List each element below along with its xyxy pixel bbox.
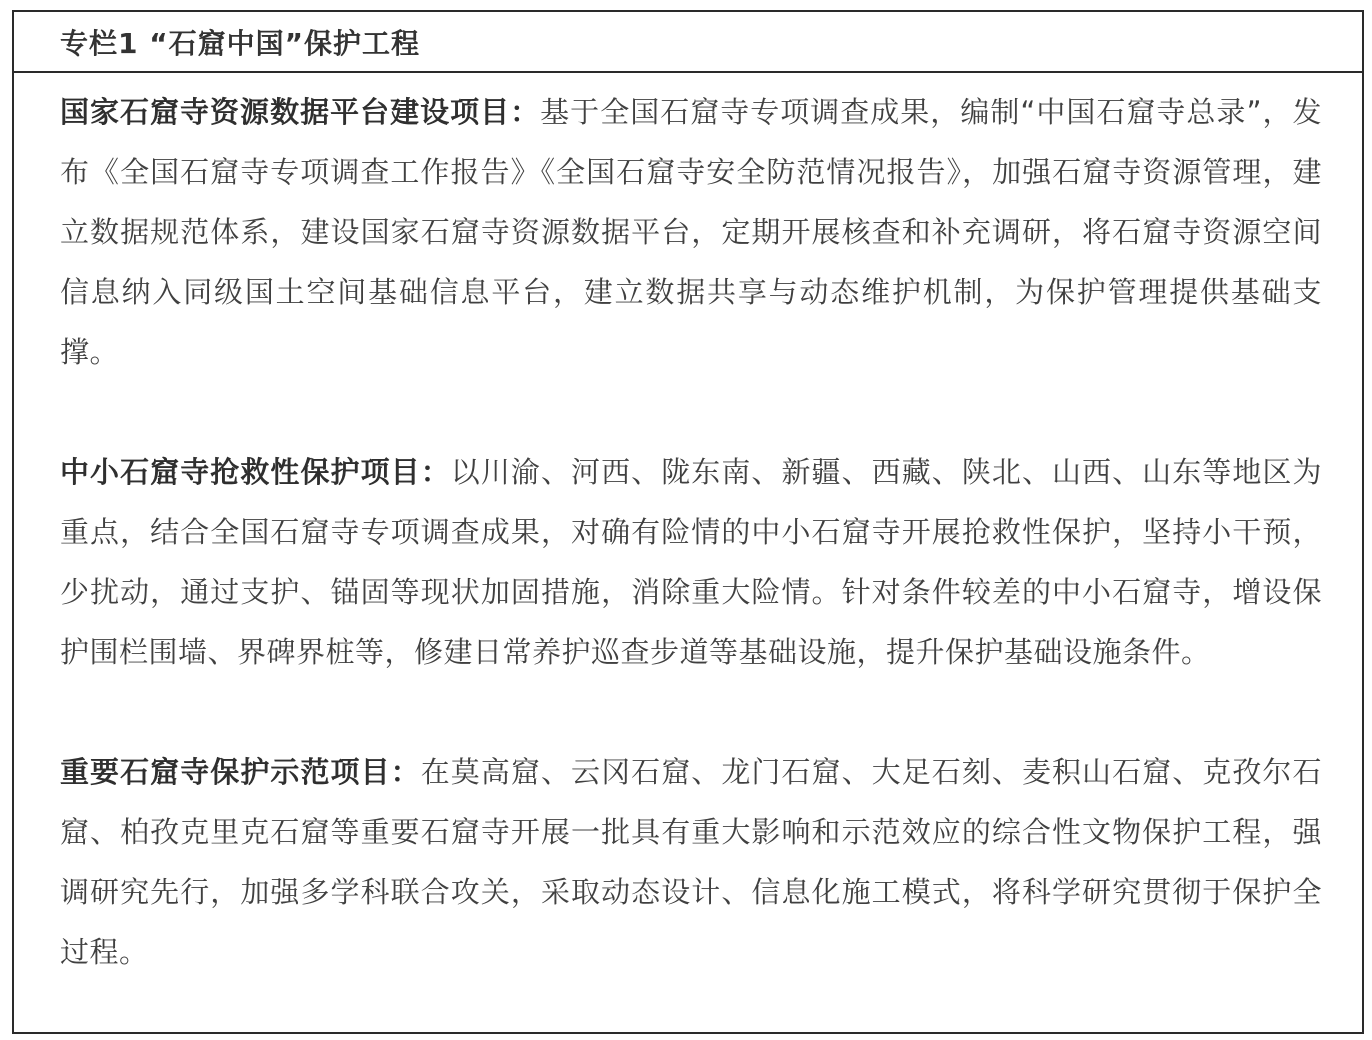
paragraph-data-platform [60, 82, 1322, 382]
column-header [14, 12, 1362, 73]
paragraph-heading: 国家石窟寺资源数据平台建设项目： [60, 95, 541, 129]
paragraph-rescue-protection [60, 442, 1322, 682]
column-box [12, 10, 1364, 1034]
paragraph-heading: 中小石窟寺抢救性保护项目： [60, 455, 451, 489]
paragraph-heading: 重要石窟寺保护示范项目： [60, 755, 421, 789]
paragraph-body: 在莫高窟、云冈石窟、龙门石窟、大足石刻、麦积山石窟、克孜尔石窟、柏孜克里克石窟等重要石窟寺开展一批具有重大影响和示范效应的综合性文物保护工程，强调研究先行，加强多学科联合攻关，采取动态设计、信息化施工模式，将科学研究贯彻于保护全过程。 [60, 755, 1322, 969]
paragraph-body: 以川渝、河西、陇东南、新疆、西藏、陕北、山西、山东等地区为重点，结合全国石窟寺专项调查成果，对确有险情的中小石窟寺开展抢救性保护，坚持小干预，少扰动，通过支护、锚固等现状加固措施，消除重大险情。针对条件较差的中小石窟寺，增设保护围栏围墙、界碑界桩等，修建日常养护巡查步道等基础设施，提升保护基础设施条件。 [60, 455, 1322, 669]
paragraph-body: 基于全国石窟寺专项调查成果，编制“中国石窟寺总录”，发布《全国石窟寺专项调查工作报告》《全国石窟寺安全防范情况报告》，加强石窟寺资源管理，建立数据规范体系，建设国家石窟寺资源数据平台，定期开展核查和补充调研，将石窟寺资源空间信息纳入同级国土空间基础信息平台，建立数据共享与动态维护机制，为保护管理提供基础支撑。 [60, 95, 1322, 369]
paragraph-demonstration [60, 742, 1322, 982]
column-content [60, 82, 1322, 982]
column-title: 专栏1 “石窟中国”保护工程 [60, 26, 421, 60]
